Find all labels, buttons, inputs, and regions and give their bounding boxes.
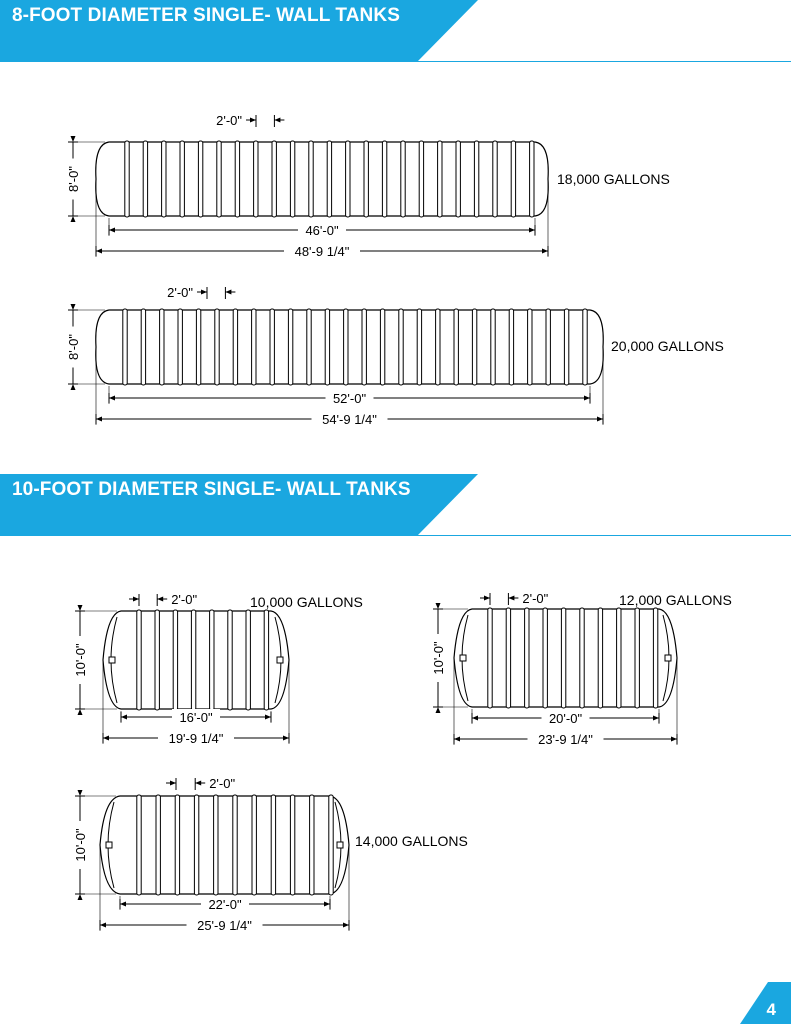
tank-rib bbox=[488, 608, 492, 708]
tank-rib bbox=[364, 141, 368, 217]
rib-spacing-label: 2'-0" bbox=[171, 592, 198, 607]
tank-rib bbox=[493, 141, 497, 217]
overall-length-dimension-label: 54'-9 1/4" bbox=[322, 412, 377, 427]
overall-length-dimension-label: 23'-9 1/4" bbox=[538, 732, 593, 747]
tank-rib bbox=[525, 608, 529, 708]
tank-rib bbox=[162, 141, 166, 217]
page-number: 4 bbox=[766, 1000, 776, 1019]
tank-rib bbox=[196, 309, 200, 385]
tank-rib bbox=[382, 141, 386, 217]
tank-rib bbox=[543, 608, 547, 708]
overall-length-dimension-label: 25'-9 1/4" bbox=[197, 918, 252, 933]
tank-rib bbox=[561, 608, 565, 708]
arrow-head bbox=[120, 902, 126, 907]
tank-rib bbox=[214, 795, 218, 895]
tank-rib bbox=[233, 795, 237, 895]
tank-rib bbox=[310, 795, 314, 895]
tank-rib bbox=[380, 309, 384, 385]
tank-rib bbox=[653, 608, 657, 708]
arrow-head bbox=[201, 290, 207, 295]
tank-rib bbox=[180, 141, 184, 217]
capacity-label: 12,000 GALLONS bbox=[619, 592, 732, 608]
arrow-head bbox=[109, 228, 115, 233]
arrow-head bbox=[195, 781, 201, 786]
tank-rib bbox=[401, 141, 405, 217]
tank-rib bbox=[472, 309, 476, 385]
tank-rib bbox=[417, 309, 421, 385]
tank-rib bbox=[580, 608, 584, 708]
tank-rib bbox=[290, 141, 294, 217]
fitting-stub bbox=[665, 655, 671, 661]
tank-rib bbox=[123, 309, 127, 385]
arrow-head bbox=[529, 228, 535, 233]
tank-rib bbox=[264, 610, 268, 710]
tank-rib bbox=[252, 795, 256, 895]
tank-rib bbox=[362, 309, 366, 385]
arrow-head bbox=[170, 781, 176, 786]
tank-rib bbox=[528, 309, 532, 385]
tank-rib bbox=[506, 608, 510, 708]
diameter-dimension-label: 10'-0" bbox=[431, 641, 446, 675]
arrow-head bbox=[454, 737, 460, 742]
diameter-dimension-label: 8'-0" bbox=[66, 166, 81, 192]
arrow-head bbox=[343, 923, 349, 928]
fitting-stub bbox=[337, 842, 343, 848]
capacity-label: 20,000 GALLONS bbox=[611, 338, 724, 354]
shell-length-dimension-label: 22'-0" bbox=[208, 897, 242, 912]
capacity-label: 18,000 GALLONS bbox=[557, 171, 670, 187]
tank-rib bbox=[327, 141, 331, 217]
shell-length-dimension-label: 46'-0" bbox=[305, 223, 339, 238]
tank-rib bbox=[325, 309, 329, 385]
tank-rib bbox=[194, 795, 198, 895]
tank-rib bbox=[270, 309, 274, 385]
tank-rib bbox=[583, 309, 587, 385]
arrow-head bbox=[265, 715, 271, 720]
tank-rib bbox=[233, 309, 237, 385]
arrow-head bbox=[472, 716, 478, 721]
tank-rib bbox=[235, 141, 239, 217]
arrow-head bbox=[78, 605, 83, 611]
arrow-head bbox=[71, 136, 76, 142]
arrow-head bbox=[109, 396, 115, 401]
overall-length-dimension-label: 19'-9 1/4" bbox=[168, 731, 224, 746]
arrow-head bbox=[121, 715, 127, 720]
arrow-head bbox=[274, 118, 280, 123]
arrow-head bbox=[96, 417, 102, 422]
rib-spacing-label: 2'-0" bbox=[216, 113, 242, 128]
tank-rib bbox=[530, 141, 534, 217]
tank-rib bbox=[438, 141, 442, 217]
arrow-head bbox=[100, 923, 106, 928]
tank-rib bbox=[271, 795, 275, 895]
tank-rib bbox=[198, 141, 202, 217]
tank-rib bbox=[598, 608, 602, 708]
tank-rib bbox=[191, 610, 195, 710]
tank-rib bbox=[125, 141, 129, 217]
tank-1-0 bbox=[72, 592, 363, 746]
arrow-head bbox=[283, 736, 289, 741]
shell-length-dimension-label: 20'-0" bbox=[548, 711, 583, 726]
arrow-head bbox=[250, 118, 256, 123]
arrow-head bbox=[78, 790, 83, 796]
tank-rib bbox=[635, 608, 639, 708]
tank-rib bbox=[454, 309, 458, 385]
section-title: 10-FOOT DIAMETER SINGLE- WALL TANKS bbox=[12, 479, 411, 500]
arrow-head bbox=[78, 709, 83, 715]
arrow-head bbox=[71, 384, 76, 390]
tank-rib bbox=[155, 610, 159, 710]
tank-rib bbox=[288, 309, 292, 385]
tank-rib bbox=[252, 309, 256, 385]
fitting-stub bbox=[277, 657, 283, 663]
tank-rib bbox=[509, 309, 513, 385]
tank-rib bbox=[160, 309, 164, 385]
arrow-head bbox=[597, 417, 603, 422]
tank-rib bbox=[399, 309, 403, 385]
tank-rib bbox=[254, 141, 258, 217]
arrow-head bbox=[103, 736, 109, 741]
fitting-stub bbox=[106, 842, 112, 848]
tank-rib bbox=[344, 309, 348, 385]
page-number-badge bbox=[740, 982, 791, 1024]
tank-0-1 bbox=[65, 285, 724, 427]
diameter-dimension-label: 10'-0" bbox=[73, 643, 88, 677]
tank-rib bbox=[173, 610, 177, 710]
diameter-dimension-label: 8'-0" bbox=[66, 334, 81, 360]
tank-rib bbox=[546, 309, 550, 385]
tank-0-0 bbox=[65, 113, 670, 259]
tank-rib bbox=[290, 795, 294, 895]
capacity-label: 10,000 GALLONS bbox=[250, 594, 363, 610]
tank-1-2 bbox=[72, 776, 468, 933]
rib-spacing-label: 2'-0" bbox=[522, 591, 549, 606]
tank-rib bbox=[228, 610, 232, 710]
capacity-label: 14,000 GALLONS bbox=[355, 833, 468, 849]
tank-rib bbox=[137, 795, 141, 895]
tank-rib bbox=[217, 141, 221, 217]
tank-rib bbox=[511, 141, 515, 217]
tank-rib bbox=[617, 608, 621, 708]
arrow-head bbox=[653, 716, 659, 721]
diameter-dimension-label: 10'-0" bbox=[73, 828, 88, 862]
tank-rib bbox=[419, 141, 423, 217]
arrow-head bbox=[671, 737, 677, 742]
tank-rib bbox=[309, 141, 313, 217]
page-number-background bbox=[740, 982, 791, 1024]
arrow-head bbox=[436, 707, 441, 713]
tank-rib bbox=[178, 309, 182, 385]
overall-length-dimension-label: 48'-9 1/4" bbox=[294, 244, 350, 259]
tank-1-1 bbox=[430, 591, 732, 747]
arrow-head bbox=[157, 597, 163, 602]
tank-rib bbox=[141, 309, 145, 385]
rib-spacing-label: 2'-0" bbox=[167, 285, 193, 300]
tank-rib bbox=[143, 141, 147, 217]
tank-rib bbox=[175, 795, 179, 895]
arrow-head bbox=[78, 894, 83, 900]
tank-rib bbox=[210, 610, 214, 710]
tank-rib bbox=[215, 309, 219, 385]
tank-rib bbox=[436, 309, 440, 385]
tank-rib bbox=[137, 610, 141, 710]
section-title: 8-FOOT DIAMETER SINGLE- WALL TANKS bbox=[12, 5, 400, 26]
arrow-head bbox=[508, 596, 514, 601]
tank-rib bbox=[329, 795, 333, 895]
arrow-head bbox=[96, 249, 102, 254]
arrow-head bbox=[324, 902, 330, 907]
arrow-head bbox=[484, 596, 490, 601]
arrow-head bbox=[71, 304, 76, 310]
shell-length-dimension-label: 16'-0" bbox=[179, 710, 213, 725]
tank-rib bbox=[491, 309, 495, 385]
tank-rib bbox=[564, 309, 568, 385]
tank-rib bbox=[156, 795, 160, 895]
fitting-stub bbox=[460, 655, 466, 661]
tank-rib bbox=[346, 141, 350, 217]
arrow-head bbox=[133, 597, 139, 602]
tank-rib bbox=[474, 141, 478, 217]
shell-length-dimension-label: 52'-0" bbox=[332, 391, 367, 406]
tank-rib bbox=[456, 141, 460, 217]
fitting-stub bbox=[109, 657, 115, 663]
arrow-head bbox=[542, 249, 548, 254]
arrow-head bbox=[71, 216, 76, 222]
tank-rib bbox=[272, 141, 276, 217]
tank-rib bbox=[307, 309, 311, 385]
arrow-head bbox=[584, 396, 590, 401]
tank-rib bbox=[246, 610, 250, 710]
rib-spacing-label: 2'-0" bbox=[209, 776, 236, 791]
arrow-head bbox=[436, 603, 441, 609]
arrow-head bbox=[225, 290, 231, 295]
